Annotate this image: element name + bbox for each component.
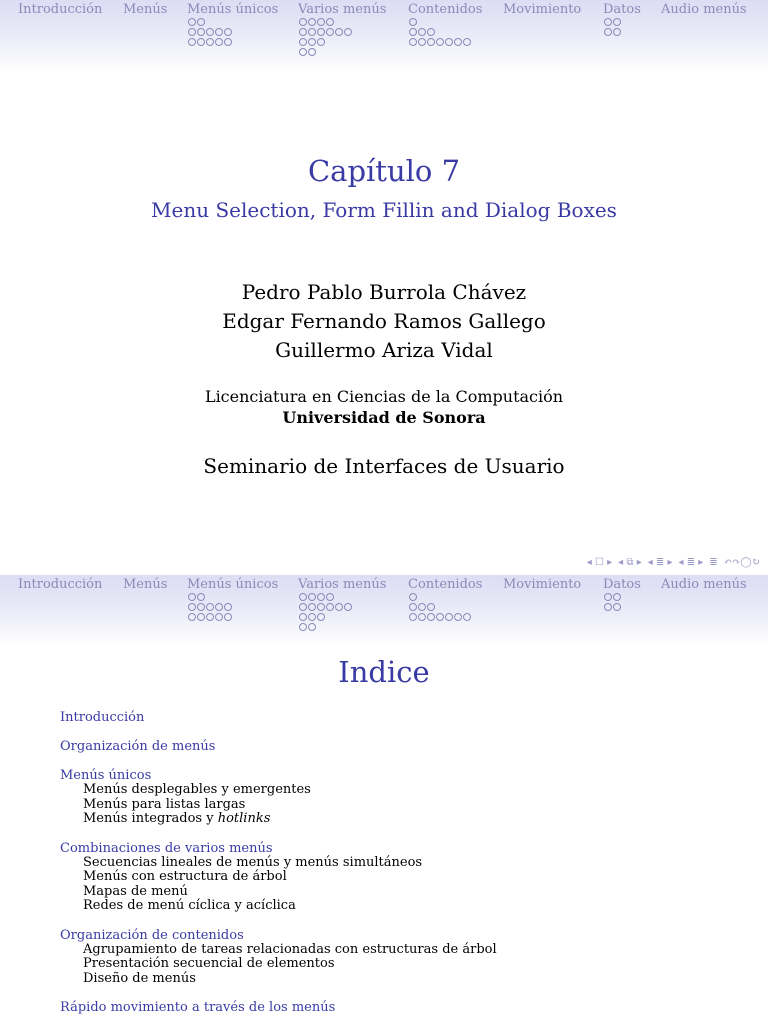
frame-dot-icon[interactable] — [308, 28, 316, 36]
author-2: Edgar Fernando Ramos Gallego — [222, 309, 546, 333]
nav-frame-dots — [604, 593, 621, 613]
frame-dot-icon[interactable] — [308, 48, 316, 56]
frame-dot-icon[interactable] — [317, 613, 325, 621]
frame-dot-icon[interactable] — [409, 38, 417, 46]
chapter-title: Capítulo 7 — [307, 154, 461, 188]
frame-dot-icon[interactable] — [299, 613, 307, 621]
authors-block — [0, 278, 768, 365]
frame-dot-icon[interactable] — [454, 38, 462, 46]
nav-frame-dots — [409, 593, 471, 623]
frame-dot-icon[interactable] — [409, 18, 417, 26]
frame-dot-icon[interactable] — [317, 38, 325, 46]
frame-dot-icon[interactable] — [308, 603, 316, 611]
frame-dot-icon[interactable] — [206, 28, 214, 36]
subsection-nav-icon[interactable]: ◂ ⧉ ▸ — [618, 557, 642, 568]
frame-dot-icon[interactable] — [409, 603, 417, 611]
toc-section-menus-unicos[interactable]: Menús únicos — [60, 768, 152, 783]
nav-section-8[interactable]: Audio menús — [661, 2, 747, 17]
nav-frame-dots — [299, 18, 352, 58]
frame-dot-icon[interactable] — [613, 28, 621, 36]
frame-dot-icon[interactable] — [317, 28, 325, 36]
frame-dot-icon[interactable] — [188, 18, 196, 26]
chapter-subtitle: Menu Selection, Form Fillin and Dialog Boxes — [151, 198, 617, 222]
toc-subsection[interactable]: Menús desplegables y emergentes — [83, 782, 311, 797]
toc-section-combinaciones[interactable]: Combinaciones de varios menús — [60, 840, 273, 856]
frame-dot-icon[interactable] — [197, 613, 205, 621]
frame-dot-icon[interactable] — [197, 593, 205, 601]
frame-dot-icon[interactable] — [604, 18, 612, 26]
nav-section-7[interactable]: Datos — [603, 577, 641, 592]
frame-dot-icon[interactable] — [613, 593, 621, 601]
frame-dot-icon[interactable] — [409, 593, 417, 601]
toc-subsection[interactable]: Secuencias lineales de menús y menús simultáneos — [83, 854, 423, 870]
frame-dot-icon[interactable] — [299, 38, 307, 46]
frame-dot-icon[interactable] — [344, 28, 352, 36]
frame-dot-icon[interactable] — [436, 613, 444, 621]
frame-dot-icon[interactable] — [427, 28, 435, 36]
program-name: Licenciatura en Ciencias de la Computación — [204, 387, 564, 406]
frame-nav-icon[interactable]: ◂ ☐ ▸ — [586, 557, 613, 568]
toc-subsection[interactable] — [60, 812, 720, 827]
frame-dot-icon[interactable] — [188, 593, 196, 601]
toc-section-movimiento[interactable]: Rápido movimiento a través de los menús — [60, 1000, 336, 1015]
toc-subsection[interactable]: Presentación secuencial de elementos — [83, 956, 335, 971]
frame-dot-icon[interactable] — [224, 613, 232, 621]
toc-subsection[interactable]: Mapas de menú — [83, 883, 188, 899]
frame-dot-icon[interactable] — [224, 28, 232, 36]
nav-section-8[interactable]: Audio menús — [661, 577, 747, 592]
nav-section-3[interactable]: Menús únicos — [187, 2, 279, 17]
frame-dot-icon[interactable] — [299, 48, 307, 56]
subsection-list-nav-icon[interactable]: ◂ ≣ ▸ — [678, 557, 704, 568]
frame-dot-icon[interactable] — [418, 28, 426, 36]
frame-dot-icon[interactable] — [188, 28, 196, 36]
frame-dot-icon[interactable] — [335, 28, 343, 36]
frame-dot-icon[interactable] — [215, 38, 223, 46]
toc-subsection[interactable]: Redes de menú cíclica y acíclica — [83, 898, 296, 913]
university-name: Universidad de Sonora — [282, 408, 486, 427]
frame-dot-icon[interactable] — [409, 613, 417, 621]
frame-dot-icon[interactable] — [418, 613, 426, 621]
nav-frame-dots — [299, 593, 352, 633]
frame-dot-icon[interactable] — [308, 623, 316, 631]
nav-section-6[interactable]: Movimiento — [503, 577, 582, 592]
frame-dot-icon[interactable] — [206, 38, 214, 46]
frame-dot-icon[interactable] — [317, 18, 325, 26]
frame-dot-icon[interactable] — [317, 593, 325, 601]
frame-dot-icon[interactable] — [604, 603, 612, 611]
frame-dot-icon[interactable] — [308, 38, 316, 46]
author-3: Guillermo Ariza Vidal — [275, 338, 493, 362]
toc-section-contenidos[interactable]: Organización de contenidos — [60, 927, 244, 943]
frame-dot-icon[interactable] — [326, 603, 334, 611]
frame-dot-icon[interactable] — [206, 603, 214, 611]
toc-subsection-italic: hotlinks — [217, 811, 271, 826]
frame-dot-icon[interactable] — [299, 593, 307, 601]
frame-dot-icon[interactable] — [206, 613, 214, 621]
document-nav-icon[interactable]: ≣ — [709, 557, 718, 568]
frame-dot-icon[interactable] — [299, 18, 307, 26]
nav-frame-dots — [604, 18, 621, 38]
nav-section-2[interactable]: Menús — [123, 577, 168, 592]
frame-dot-icon[interactable] — [308, 18, 316, 26]
frame-dot-icon[interactable] — [299, 28, 307, 36]
frame-dot-icon[interactable] — [224, 603, 232, 611]
nav-section-3[interactable]: Menús únicos — [187, 577, 279, 592]
frame-dot-icon[interactable] — [418, 38, 426, 46]
frame-dot-icon[interactable] — [454, 613, 462, 621]
institution-block — [0, 386, 768, 428]
nav-section-7[interactable]: Datos — [603, 2, 641, 17]
navigation-bar — [0, 575, 768, 647]
frame-dot-icon[interactable] — [604, 593, 612, 601]
frame-dot-icon[interactable] — [215, 613, 223, 621]
frame-dot-icon[interactable] — [613, 603, 621, 611]
nav-section-4[interactable]: Varios menús — [298, 2, 387, 17]
frame-dot-icon[interactable] — [463, 613, 471, 621]
nav-section-1[interactable]: Introducción — [18, 2, 103, 17]
table-of-contents — [60, 710, 720, 1015]
frame-dot-icon[interactable] — [445, 613, 453, 621]
author-1: Pedro Pablo Burrola Chávez — [241, 280, 527, 304]
nav-frame-dots — [188, 18, 232, 48]
navigation-bar — [0, 0, 768, 72]
search-back-forward-icon[interactable]: ↶↷◯↻ — [723, 557, 760, 568]
frame-dot-icon[interactable] — [418, 603, 426, 611]
nav-section-5[interactable]: Contenidos — [408, 577, 483, 592]
frame-dot-icon[interactable] — [299, 623, 307, 631]
frame-dot-icon[interactable] — [308, 593, 316, 601]
frame-dot-icon[interactable] — [197, 603, 205, 611]
frame-dot-icon[interactable] — [215, 28, 223, 36]
frame-dot-icon[interactable] — [326, 28, 334, 36]
frame-dot-icon[interactable] — [326, 18, 334, 26]
frame-dot-icon[interactable] — [197, 38, 205, 46]
toc-subsection-text: Menús integrados y — [83, 811, 218, 826]
frame-dot-icon[interactable] — [197, 28, 205, 36]
nav-section-2[interactable]: Menús — [123, 2, 168, 17]
nav-section-5[interactable]: Contenidos — [408, 2, 483, 17]
frame-dot-icon[interactable] — [224, 38, 232, 46]
nav-section-6[interactable]: Movimiento — [503, 2, 582, 17]
frame-dot-icon[interactable] — [436, 38, 444, 46]
frame-dot-icon[interactable] — [409, 28, 417, 36]
frame-dot-icon[interactable] — [188, 613, 196, 621]
frame-dot-icon[interactable] — [215, 603, 223, 611]
nav-frame-dots — [409, 18, 471, 48]
nav-section-1[interactable]: Introducción — [18, 577, 103, 592]
section-nav-icon[interactable]: ◂ ≣ ▸ — [647, 557, 673, 568]
frame-dot-icon[interactable] — [463, 38, 471, 46]
event-name: Seminario de Interfaces de Usuario — [203, 454, 565, 478]
toc-section-organizacion-menus[interactable]: Organización de menús — [60, 739, 216, 754]
toc-subsection[interactable]: Menús para listas largas — [83, 796, 246, 812]
frame-dot-icon[interactable] — [326, 593, 334, 601]
frame-dot-icon[interactable] — [197, 18, 205, 26]
nav-frame-dots — [188, 593, 232, 623]
frame-dot-icon[interactable] — [613, 18, 621, 26]
index-title: Indice — [338, 655, 430, 689]
nav-section-4[interactable]: Varios menús — [298, 577, 387, 592]
frame-dot-icon[interactable] — [427, 38, 435, 46]
frame-dot-icon[interactable] — [317, 603, 325, 611]
frame-dot-icon[interactable] — [308, 613, 316, 621]
frame-dot-icon[interactable] — [188, 38, 196, 46]
toc-section-introduccion[interactable]: Introducción — [60, 710, 145, 725]
toc-subsection[interactable]: Diseño de menús — [83, 970, 196, 986]
frame-dot-icon[interactable] — [188, 603, 196, 611]
frame-dot-icon[interactable] — [604, 28, 612, 36]
frame-dot-icon[interactable] — [427, 613, 435, 621]
frame-dot-icon[interactable] — [344, 603, 352, 611]
frame-dot-icon[interactable] — [445, 38, 453, 46]
frame-dot-icon[interactable] — [299, 603, 307, 611]
toc-subsection[interactable]: Agrupamiento de tareas relacionadas con estructuras de árbol — [83, 941, 497, 957]
toc-subsection[interactable]: Menús con estructura de árbol — [83, 869, 287, 884]
frame-dot-icon[interactable] — [335, 603, 343, 611]
navigation-controls — [587, 557, 760, 568]
frame-dot-icon[interactable] — [427, 603, 435, 611]
index-slide — [0, 575, 768, 1024]
